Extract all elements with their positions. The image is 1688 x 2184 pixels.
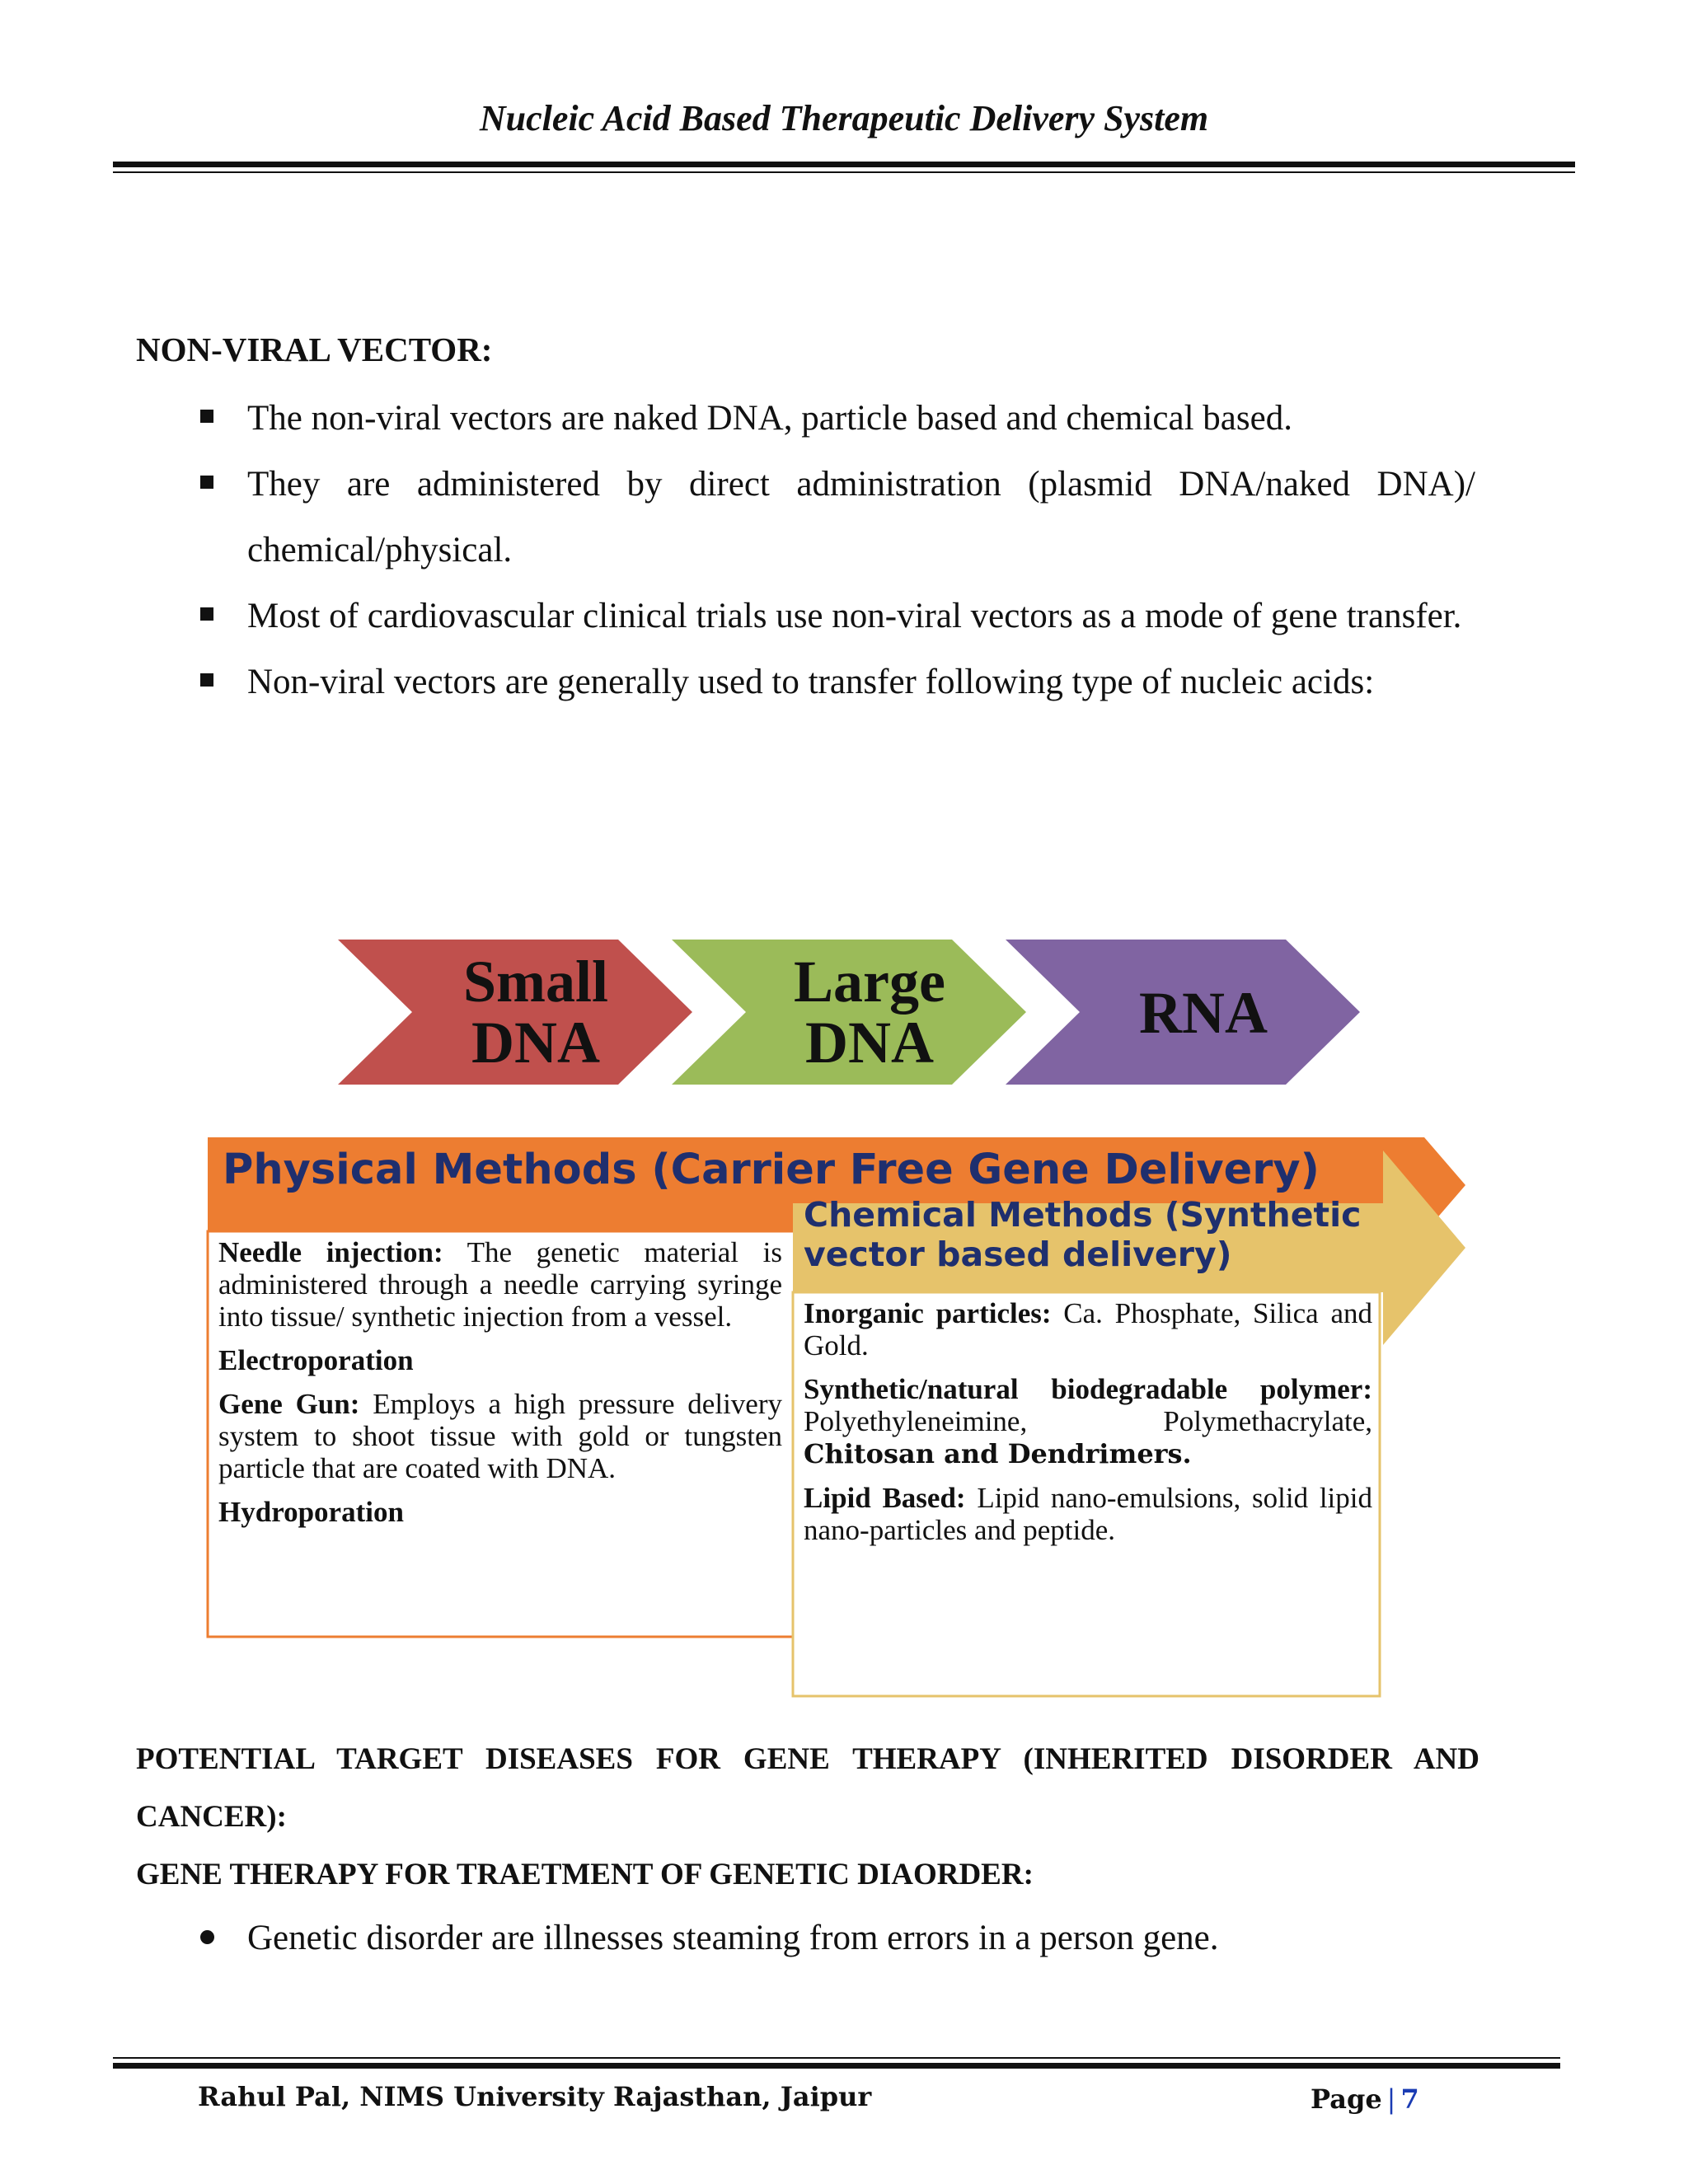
list-item: The non-viral vectors are naked DNA, particle based and chemical based.: [247, 386, 1475, 452]
bullet-list: [247, 386, 1475, 715]
footer-rule: [113, 2063, 1560, 2069]
header-rule-thin: [113, 171, 1575, 173]
method-item: Lipid Based: Lipid nano-emulsions, solid lipid nano-particles and peptide.: [804, 1482, 1372, 1546]
genetic-disorder-list: [247, 1905, 1475, 1971]
physical-methods-title: Physical Methods (Carrier Free Gene Delivery): [223, 1146, 1320, 1194]
round-bullet-icon: [200, 1930, 214, 1944]
genetic-disorder-heading: GENE THERAPY FOR TRAETMENT OF GENETIC DIAORDER:: [136, 1858, 1034, 1891]
list-item: Genetic disorder are illnesses steaming from errors in a person gene.: [247, 1905, 1475, 1971]
chevron-label-small-dna: Small DNA: [462, 949, 609, 1076]
square-bullet-icon: [200, 476, 213, 489]
chemical-methods-title: Chemical Methods (Synthetic vector based delivery): [804, 1195, 1362, 1274]
footer-rule-thin: [113, 2057, 1560, 2059]
chemical-methods-content: [804, 1297, 1372, 1558]
header-rule: [113, 162, 1575, 167]
footer-page-number: Page | 7: [1311, 2083, 1419, 2115]
chevron-label-large-dna: Large DNA: [794, 949, 945, 1076]
chevron-label-rna: RNA: [1139, 980, 1268, 1046]
square-bullet-icon: [200, 673, 213, 687]
method-item: Hydroporation: [218, 1496, 404, 1528]
method-item: Inorganic particles: Ca. Phosphate, Silica and Gold.: [804, 1297, 1372, 1361]
method-item: Electroporation: [218, 1344, 414, 1376]
section-heading: NON-VIRAL VECTOR:: [136, 330, 493, 368]
method-item: Synthetic/natural biodegradable polymer: Polyethyleneimine, Polymethacrylate, Chitosan and Dendrimers.: [804, 1373, 1372, 1469]
method-item: Gene Gun: Employs a high pressure delivery system to shoot tissue with gold or tungsten particle that are coated with DNA.: [218, 1388, 782, 1484]
footer-author: Rahul Pal, NIMS University Rajasthan, Jaipur: [198, 2081, 872, 2112]
list-item: Non-viral vectors are generally used to transfer following type of nucleic acids:: [247, 649, 1475, 715]
page-header-title: Nucleic Acid Based Therapeutic Delivery System: [479, 98, 1209, 138]
square-bullet-icon: [200, 607, 213, 621]
method-item: Needle injection: The genetic material is administered through a needle carrying syringe into tissue/ synthetic injection from a vessel.: [218, 1236, 782, 1333]
square-bullet-icon: [200, 410, 213, 423]
target-diseases-heading: POTENTIAL TARGET DISEASES FOR GENE THERAPY (INHERITED DISORDER AND CANCER):: [136, 1742, 1479, 1834]
list-item: Most of cardiovascular clinical trials use non-viral vectors as a mode of gene transfer.: [247, 583, 1475, 649]
physical-methods-content: [218, 1236, 782, 1540]
list-item: They are administered by direct administration (plasmid DNA/naked DNA)/ chemical/physical.: [247, 452, 1475, 583]
nucleic-acid-chevrons: [338, 940, 1376, 1088]
